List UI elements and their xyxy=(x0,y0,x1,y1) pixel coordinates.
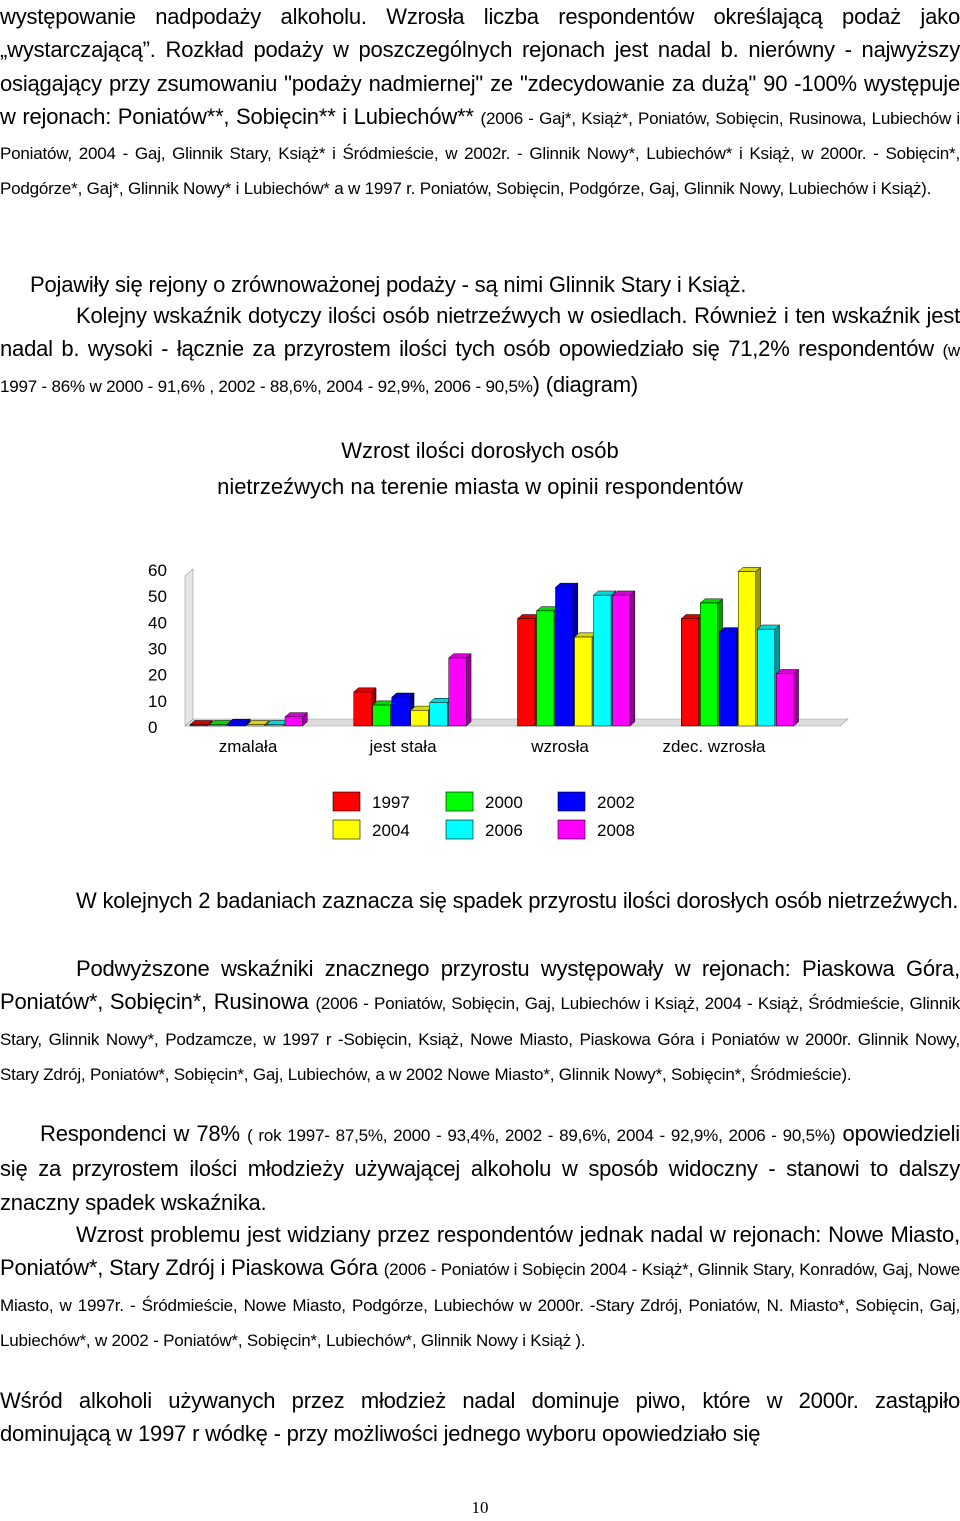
y-tick-label: 30 xyxy=(148,639,167,659)
legend-label: 2000 xyxy=(485,793,523,812)
drunk-adults-diagram-ref: ) (diagram) xyxy=(532,371,639,397)
bar-2000-2 xyxy=(537,611,555,726)
problem-paragraph xyxy=(0,1218,960,1357)
bar-1997-1 xyxy=(354,692,372,726)
x-category-label: wzrosła xyxy=(531,737,589,756)
elevated-region-list: (2006 - Poniatów, Sobięcin, Gaj, Lubiechów i Książ, 2004 - Książ, Śródmieście, Glinnik Stary, Glinnik Nowy*, Podzamcze, w 1997 r -Sobięcin, Książ, Nowe Miasto, Piaskowa Góra i Poniatów w 2000r. Glinnik Nowy, Stary Zdrój, Poniatów*, Sobięcin*, Gaj, Lubiechów, a w 2002 Nowe Miasto*, Glinnik Nowy*, Sobięcin*, Śródmieście). xyxy=(0,994,960,1084)
bar-1997-0 xyxy=(190,725,208,726)
drunk-adults-years: (w 1997 - 86% w 2000 - 91,6% , 2002 - 88,6%, 2004 - 92,9%, 2006 - 90,5% xyxy=(0,341,960,396)
elevated-paragraph xyxy=(0,952,960,1091)
bar-2008-0 xyxy=(285,717,303,726)
balanced-supply-text: Pojawiły się rejony o zrównoważonej podaży - są nimi Glinnik Stary i Książ. xyxy=(30,272,747,297)
x-category-label: zmalała xyxy=(218,737,278,756)
bar-2006-1 xyxy=(430,702,448,726)
bar-2008-1 xyxy=(449,658,467,726)
bar-1997-3 xyxy=(681,619,699,726)
legend-swatch-2008 xyxy=(558,820,585,839)
drunk-adults-text: Kolejny wskaźnik dotyczy ilości osób nietrzeźwych w osiedlach. Również i ten wskaźnik jest nadal b. wysoki - łącznie za przyrostem ilości tych osób opowiedziało się 71,2% respondentów xyxy=(0,303,960,362)
y-tick-label: 0 xyxy=(148,718,158,737)
bar-1997-2 xyxy=(518,619,536,726)
chart-side-wall xyxy=(185,569,193,726)
legend-swatch-1997 xyxy=(333,792,360,811)
legend-swatch-2006 xyxy=(446,820,473,839)
legend-label: 2008 xyxy=(597,821,635,840)
bar-2004-2 xyxy=(575,637,593,726)
youth-text: Respondenci w 78% xyxy=(40,1121,248,1146)
problem-text: Wzrost problemu jest widziany przez respondentów jednak nadal w rejonach: Nowe Miasto, Poniatów*, Stary Zdrój i Piaskowa Góra xyxy=(0,1222,960,1281)
bar-chart xyxy=(0,530,960,870)
legend-label: 2002 xyxy=(597,793,635,812)
decline-text: W kolejnych 2 badaniach zaznacza się spadek przyrostu ilości dorosłych osób nietrzeźwych. xyxy=(76,888,959,913)
balanced-supply-paragraph xyxy=(0,268,960,301)
y-tick-label: 40 xyxy=(148,613,167,633)
bar-side xyxy=(466,654,471,726)
bar-2006-2 xyxy=(594,595,612,726)
page-number: 10 xyxy=(471,1498,489,1517)
legend-label: 2004 xyxy=(372,821,410,840)
bar-side xyxy=(630,591,635,726)
alcohol-type-paragraph xyxy=(0,1384,960,1451)
youth-text-end: opowiedzieli się za przyrostem ilości młodzieży używającej alkoholu w sposób widoczny - stanowi to dalszy znaczny spadek wskaźnika. xyxy=(0,1121,960,1215)
bar-side xyxy=(794,669,799,726)
legend-swatch-2004 xyxy=(333,820,360,839)
bar-2008-3 xyxy=(776,674,794,726)
bar-2002-1 xyxy=(392,697,410,726)
decline-paragraph xyxy=(0,884,960,917)
x-category-label: jest stała xyxy=(369,737,437,756)
bar-2000-0 xyxy=(209,725,227,726)
intro-region-list: (2006 - Gaj*, Książ*, Poniatów, Sobięcin, Rusinowa, Lubiechów i Poniatów, 2004 - Gaj, Glinnik Stary, Książ* i Śródmieście, w 2002r. - Glinnik Nowy*, Lubiechów* i Książ, w 2000r. - Sobięcin*, Podgórze*, Gaj*, Glinnik Nowy* i Lubiechów* a w 1997 r. Poniatów, Sobięcin, Podgórze, Gaj, Glinnik Nowy, Lubiechów i Książ). xyxy=(0,108,960,199)
bar-2002-3 xyxy=(719,632,737,726)
bar-2006-0 xyxy=(266,725,284,726)
bar-2000-1 xyxy=(373,705,391,726)
bar-2004-3 xyxy=(738,572,756,726)
chart-title-line-1: Wzrost ilości dorosłych osób xyxy=(341,438,619,463)
bar-2006-3 xyxy=(757,629,775,726)
intro-paragraph xyxy=(0,0,960,206)
bar-2002-2 xyxy=(556,587,574,726)
y-tick-label: 20 xyxy=(148,665,167,685)
legend-label: 2006 xyxy=(485,821,523,840)
y-tick-label: 60 xyxy=(148,561,167,580)
drunk-adults-paragraph xyxy=(0,299,960,403)
bar-2008-2 xyxy=(613,595,631,726)
elevated-text: Podwyższone wskaźniki znacznego przyrostu występowały w rejonach: Piaskowa Góra, Poniatów*, Sobięcin*, Rusinowa xyxy=(0,956,960,1015)
bar-2004-1 xyxy=(411,710,429,726)
bar-2000-3 xyxy=(700,603,718,726)
problem-region-list: (2006 - Poniatów i Sobięcin 2004 - Książ*, Glinnik Stary, Konradów, Gaj, Nowe Miasto, w 1997r. - Śródmieście, Nowe Miasto, Podgórze, Lubiechów w 2000r. -Stary Zdrój, Poniatów, N. Miasto*, Sobięcin, Gaj, Lubiechów*, w 2002 - Poniatów*, Sobięcin*, Lubiechów*, Glinnik Nowy i Książ ). xyxy=(0,1260,960,1350)
x-category-label: zdec. wzrosła xyxy=(662,737,766,756)
bar-2004-0 xyxy=(247,725,265,726)
intro-text: występowanie nadpodaży alkoholu. Wzrosła liczba respondentów określającą podaż jako „wystarczającą”. Rozkład podaży w poszczególnych rejonach jest nadal b. nierówny - najwyższy osiągający przy zsumowaniu "podaży nadmiernej" ze "zdecydowanie za dużą" 90 -100% występuje w rejonach: Poniatów**, Sobięcin** i Lubiechów** xyxy=(0,4,960,129)
youth-years: ( rok 1997- 87,5%, 2000 - 93,4%, 2002 - 89,6%, 2004 - 92,9%, 2006 - 90,5%) xyxy=(247,1126,836,1145)
bar-2002-0 xyxy=(228,723,246,726)
alcohol-type-text: Wśród alkoholi używanych przez młodzież nadal dominuje piwo, które w 2000r. zastąpiło dominującą w 1997 r wódkę - przy możliwości jednego wyboru opowiedziało się xyxy=(0,1388,960,1447)
legend-label: 1997 xyxy=(372,793,410,812)
y-tick-label: 10 xyxy=(148,691,167,711)
legend-swatch-2000 xyxy=(446,792,473,811)
y-tick-label: 50 xyxy=(148,587,167,607)
youth-paragraph xyxy=(0,1117,960,1219)
legend-swatch-2002 xyxy=(558,792,585,811)
chart-title-line-2: nietrzeźwych na terenie miasta w opinii respondentów xyxy=(217,474,743,499)
